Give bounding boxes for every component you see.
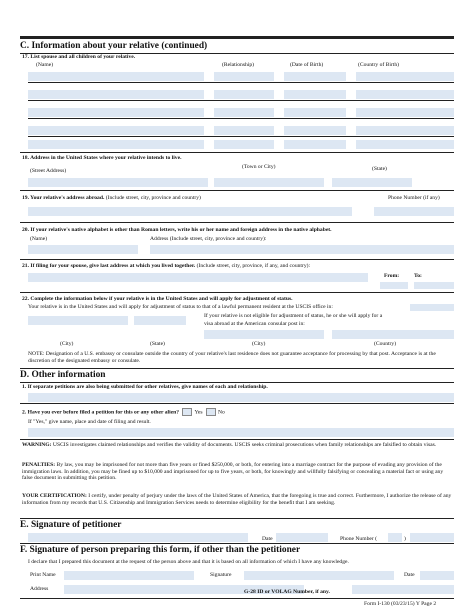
q22-uscis-city-field[interactable]: [28, 316, 128, 325]
q19-phone-label: Phone Number (if any): [388, 195, 440, 201]
q20-address-field[interactable]: [150, 245, 454, 254]
certification-body: I certify, under penalty of perjury under the laws of the United States of America, that the foregoing is true and correct. Furthermore, I authorize the release of any information from my records that U.S. Citizenship and Immigration Services needs to determine eligibility for the benefit that I am seeking.: [22, 493, 452, 506]
q21-to-field[interactable]: [414, 282, 454, 289]
q18-state-label: (State): [372, 166, 387, 172]
q22-uscis-office-field[interactable]: [410, 304, 454, 311]
q17-row2-dob[interactable]: [284, 90, 346, 99]
q17-label: 17. List spouse and all children of your relative.: [22, 54, 136, 60]
no-checkbox[interactable]: [206, 408, 216, 416]
section-d-title: D. Other information: [20, 370, 106, 380]
certification-label: YOUR CERTIFICATION:: [22, 493, 87, 499]
q20-name-field[interactable]: [28, 245, 138, 254]
q20-label: 20. If your relative's native alphabet is other than Roman letters, write his or her name and foreign address in the native alphabet.: [22, 227, 332, 233]
row-line: [28, 118, 454, 119]
q17-row3-rel[interactable]: [214, 108, 274, 117]
q21-sub: (Include street, city, province, if any, and country):: [196, 263, 311, 269]
q21-from-field[interactable]: [380, 282, 408, 289]
q18-label: 18. Address in the United States where your relative intends to live.: [22, 155, 182, 161]
f-print-name-label: Print Name: [30, 572, 56, 578]
e-phone-number-field[interactable]: [410, 533, 454, 542]
divider: [20, 222, 454, 223]
q22-line3: visa abroad at the American consular post in:: [204, 321, 305, 327]
q21-label: 21. If filing for your spouse, give last address at which you lived together.: [22, 263, 196, 269]
yes-label: Yes: [194, 409, 203, 416]
q17-row3-dob[interactable]: [284, 108, 346, 117]
q18-state-field[interactable]: [332, 178, 412, 187]
warning-label: WARNING:: [22, 442, 52, 448]
d-q1-label: 1. If separate petitions are also being submitted for other relatives, give names of each and relationship.: [22, 384, 268, 390]
divider: [20, 518, 454, 519]
penalties-label: PENALTIES:: [22, 462, 56, 468]
row-line: [28, 82, 454, 83]
q19-phone-field[interactable]: [374, 207, 454, 216]
q17-col-dob: (Date of Birth): [290, 62, 324, 68]
q19-address-field[interactable]: [28, 207, 352, 216]
divider: [20, 382, 454, 383]
no-label: No: [217, 409, 225, 416]
e-phone-label: Phone Number (: [340, 536, 377, 542]
d-q1-field[interactable]: [28, 393, 454, 402]
q17-row2-country[interactable]: [356, 90, 454, 99]
divider: [20, 403, 454, 404]
q17-row3-country[interactable]: [356, 108, 454, 117]
section-f-title: F. Signature of person preparing this form, if other than the petitioner: [20, 545, 301, 555]
q18-town-field[interactable]: [214, 178, 324, 187]
divider: [20, 439, 454, 440]
q17-row2-rel[interactable]: [214, 90, 274, 99]
f-g28-field[interactable]: [352, 585, 454, 594]
divider: [20, 543, 454, 544]
form-footer: Form I-130 (03/23/15) Y Page 2: [364, 601, 437, 607]
bottom-rule: [20, 598, 454, 599]
divider: [20, 368, 454, 369]
q17-row4-rel[interactable]: [214, 126, 274, 135]
q17-col-relationship: (Relationship): [222, 62, 255, 68]
q17-row5-country[interactable]: [356, 140, 454, 149]
q17-row1-name[interactable]: [28, 72, 204, 81]
e-phone-close: ): [404, 536, 406, 542]
f-signature-field[interactable]: [244, 571, 394, 580]
q17-row5-name[interactable]: [28, 140, 204, 149]
section-c-title: C. Information about your relative (continued): [20, 41, 208, 51]
f-declare-text: I declare that I prepared this document at the request of the person above and that it is based on all information of which I have any knowledge.: [28, 559, 349, 565]
warning-body: USCIS investigates claimed relationships and verifies the validity of documents. USCIS seeks criminal prosecutions when family relationships are falsified to obtain visas.: [51, 442, 437, 448]
yes-checkbox[interactable]: [182, 408, 192, 416]
e-phone-area-field[interactable]: [388, 533, 402, 542]
f-g28-label: G-28 ID or VOLAG Number, if any.: [244, 589, 330, 595]
d-q2-line: [22, 408, 225, 416]
q18-street-field[interactable]: [28, 178, 208, 187]
q18-town-label: (Town or City): [242, 164, 276, 170]
q19-label-line: [22, 195, 201, 202]
q17-col-name: (Name): [36, 62, 54, 68]
q21-address-field[interactable]: [28, 273, 368, 282]
penalties-text: [22, 462, 454, 482]
q18-street-label: (Street Address): [30, 168, 67, 174]
d-q2-sub: If "Yes," give name, place and date of filing and result.: [28, 419, 151, 425]
q21-label-line: [22, 263, 310, 270]
q22-country2-label: (Country): [374, 341, 397, 347]
q17-row1-dob[interactable]: [284, 72, 346, 81]
q17-row4-dob[interactable]: [284, 126, 346, 135]
q22-consular-city-field[interactable]: [204, 330, 324, 339]
d-q2-label: 2. Have you ever before filed a petition for this or any other alien?: [22, 409, 180, 416]
penalties-body: By law, you may be imprisoned for not more than five years or fined $250,000, or both, for entering into a marriage contract for the purpose of evading any provision of the immigration laws. In addition, you may be fined up to $10,000 and imprisoned for up to five years, or both, for knowingly and willfully falsifying or concealing a material fact or using any false document in submitting this petition.: [22, 462, 444, 482]
f-signature-label: Signature: [210, 572, 232, 578]
warning-text: [22, 442, 454, 449]
q22-uscis-state-field[interactable]: [134, 316, 186, 325]
q22-city1-label: (City): [60, 341, 74, 347]
q22-line2: If your relative is not eligible for adjustment of status, he or she will apply for a: [204, 313, 383, 319]
d-q2-field[interactable]: [28, 428, 454, 437]
certification-text: [22, 493, 454, 506]
q21-to-label: To:: [414, 273, 422, 279]
q17-row1-country[interactable]: [356, 72, 454, 81]
divider: [20, 259, 454, 260]
q20-address-label: Address (Include street, city, province and country):: [150, 236, 267, 242]
q17-row2-name[interactable]: [28, 90, 204, 99]
q22-label: 22. Complete the information below if your relative is in the United States and will apply for adjustment of status.: [22, 296, 293, 302]
q17-row4-country[interactable]: [356, 126, 454, 135]
e-date-label: Date: [262, 536, 273, 542]
q21-from-label: From:: [384, 273, 400, 279]
f-print-name-field[interactable]: [64, 571, 194, 580]
q17-row3-name[interactable]: [28, 108, 204, 117]
q22-consular-country-field[interactable]: [332, 330, 454, 339]
q17-row5-rel[interactable]: [214, 140, 274, 149]
q20-name-label: (Name): [30, 236, 48, 242]
q19-label: 19. Your relative's address abroad.: [22, 195, 105, 201]
q17-row1-rel[interactable]: [214, 72, 274, 81]
f-date-field[interactable]: [420, 571, 454, 580]
divider: [20, 190, 454, 191]
f-address-label: Address: [30, 586, 49, 592]
top-thick-rule: [20, 36, 454, 39]
divider: [20, 152, 454, 153]
q22-city2-label: (City): [252, 341, 266, 347]
petitioner-signature-field[interactable]: [28, 533, 248, 542]
row-line: [28, 100, 454, 101]
q22-line1: Your relative is in the United States and will apply for adjustment of status to that of a lawful permanent resident at the USCIS office in:: [28, 304, 333, 310]
q22-state1-label: (State): [150, 341, 165, 347]
row-line: [28, 136, 454, 137]
q19-sub: (Include street, city, province and country): [105, 195, 201, 201]
section-e-title: E. Signature of petitioner: [20, 520, 122, 530]
f-date-label: Date: [404, 572, 415, 578]
q17-row5-dob[interactable]: [284, 140, 346, 149]
q22-note: NOTE: Designation of a U.S. embassy or consulate outside the country of your relative's last residence does not guarantee acceptance for processing by that post. Acceptance is at the discretion of the designated embassy or consulate.: [28, 351, 436, 364]
divider: [20, 292, 454, 293]
e-date-field[interactable]: [276, 533, 328, 542]
q17-col-country: (Country of Birth): [358, 62, 400, 68]
q17-row4-name[interactable]: [28, 126, 204, 135]
